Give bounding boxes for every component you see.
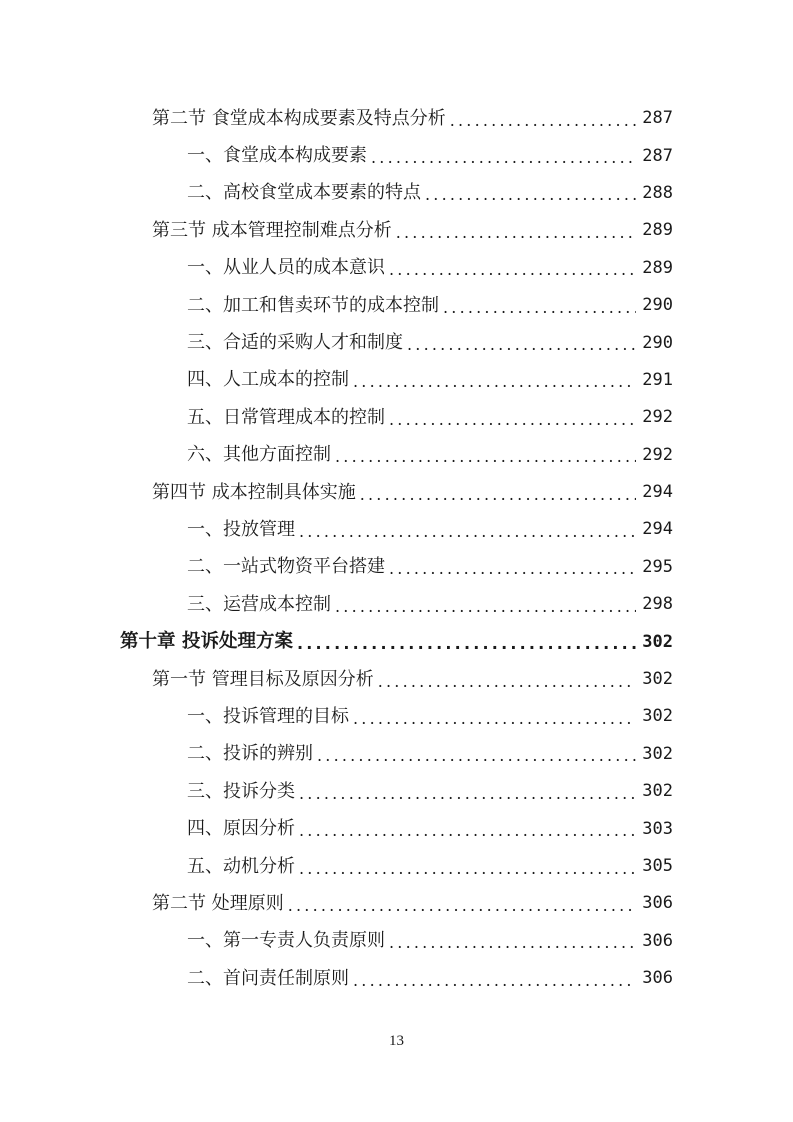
toc-entry-page: 305 [642,856,673,876]
dot-leader [389,935,636,951]
toc-entry-title: 二、高校食堂成本要素的特点 [187,182,421,204]
table-of-contents [0,100,793,997]
dot-leader [389,262,636,278]
toc-entry-title: 三、合适的采购人才和制度 [187,332,403,354]
toc-entry-title: 四、原因分析 [187,818,295,840]
toc-entry-title: 一、从业人员的成本意识 [187,257,385,279]
dot-leader [425,187,636,203]
toc-entry-page: 289 [642,257,673,278]
toc-entry-item[interactable] [0,586,793,623]
toc-entry-title: 一、投诉管理的目标 [187,705,349,727]
toc-entry-item[interactable] [0,399,793,436]
dot-leader [299,823,636,839]
toc-entry-page: 287 [642,145,673,166]
dot-leader [317,748,636,764]
dot-leader [450,113,637,129]
toc-entry-section[interactable] [0,885,793,922]
toc-entry-item[interactable] [0,736,793,773]
toc-entry-item[interactable] [0,810,793,847]
toc-entry-page: 294 [642,519,673,540]
toc-entry-title: 五、动机分析 [187,855,295,877]
toc-entry-page: 303 [642,818,673,839]
dot-leader [299,786,636,802]
toc-entry-item[interactable] [0,324,793,361]
dot-leader [360,487,637,503]
toc-entry-title: 第一节 管理目标及原因分析 [152,668,374,690]
toc-entry-title: 三、运营成本控制 [187,593,331,615]
toc-entry-item[interactable] [0,848,793,885]
dot-leader [353,711,636,727]
toc-entry-item[interactable] [0,437,793,474]
dot-leader [389,412,636,428]
dot-leader [288,898,637,914]
dot-leader [297,636,636,652]
toc-entry-page: 302 [642,706,673,727]
toc-entry-page: 288 [642,182,673,203]
toc-entry-page: 302 [642,669,673,690]
toc-entry-section[interactable] [0,661,793,698]
toc-entry-title: 六、其他方面控制 [187,444,331,466]
dot-leader [299,524,636,540]
page-number: 13 [389,1033,404,1049]
dot-leader [335,599,636,615]
toc-entry-page: 306 [642,930,673,951]
toc-entry-title: 一、投放管理 [187,518,295,540]
toc-entry-title: 一、第一专责人负责原则 [187,930,385,952]
toc-entry-item[interactable] [0,549,793,586]
toc-entry-page: 292 [642,407,673,428]
toc-entry-title: 五、日常管理成本的控制 [187,406,385,428]
toc-entry-item[interactable] [0,698,793,735]
toc-entry-page: 290 [642,332,673,353]
dot-leader [443,300,636,316]
toc-entry-section[interactable] [0,212,793,249]
dot-leader [371,150,636,166]
dot-leader [353,973,636,989]
toc-entry-page: 302 [642,781,673,802]
toc-entry-page: 298 [642,594,673,615]
toc-entry-item[interactable] [0,511,793,548]
dot-leader [378,674,637,690]
toc-entry-item[interactable] [0,960,793,997]
toc-entry-title: 第二节 处理原则 [152,892,284,914]
toc-entry-page: 289 [642,220,673,241]
dot-leader [407,337,636,353]
toc-entry-item[interactable] [0,137,793,174]
toc-entry-title: 四、人工成本的控制 [187,369,349,391]
toc-entry-title: 二、加工和售卖环节的成本控制 [187,294,439,316]
toc-entry-page: 294 [642,482,673,503]
toc-entry-section[interactable] [0,100,793,137]
dot-leader [299,861,636,877]
toc-entry-title: 二、首问责任制原则 [187,967,349,989]
toc-entry-title: 三、投诉分类 [187,780,295,802]
toc-entry-title: 二、投诉的辨别 [187,743,313,765]
toc-entry-title: 第三节 成本管理控制难点分析 [152,219,392,241]
toc-entry-item[interactable] [0,773,793,810]
toc-entry-item[interactable] [0,362,793,399]
toc-entry-page: 292 [642,444,673,465]
toc-entry-page: 290 [642,295,673,316]
toc-entry-page: 302 [642,631,673,652]
toc-entry-title: 第二节 食堂成本构成要素及特点分析 [152,107,446,129]
toc-entry-page: 295 [642,556,673,577]
toc-entry-item[interactable] [0,287,793,324]
toc-entry-title: 第四节 成本控制具体实施 [152,481,356,503]
toc-entry-item[interactable] [0,175,793,212]
toc-entry-chapter[interactable] [0,623,793,660]
toc-entry-title: 一、食堂成本构成要素 [187,145,367,167]
toc-entry-page: 306 [642,968,673,989]
toc-entry-item[interactable] [0,250,793,287]
toc-entry-section[interactable] [0,474,793,511]
toc-entry-page: 291 [642,369,673,390]
toc-entry-item[interactable] [0,923,793,960]
toc-entry-page: 306 [642,893,673,914]
dot-leader [389,561,636,577]
dot-leader [335,449,636,465]
dot-leader [353,374,636,390]
toc-entry-title: 二、一站式物资平台搭建 [187,556,385,578]
dot-leader [396,225,637,241]
toc-entry-page: 302 [642,743,673,764]
toc-entry-title: 第十章 投诉处理方案 [120,630,293,652]
toc-entry-page: 287 [642,108,673,129]
